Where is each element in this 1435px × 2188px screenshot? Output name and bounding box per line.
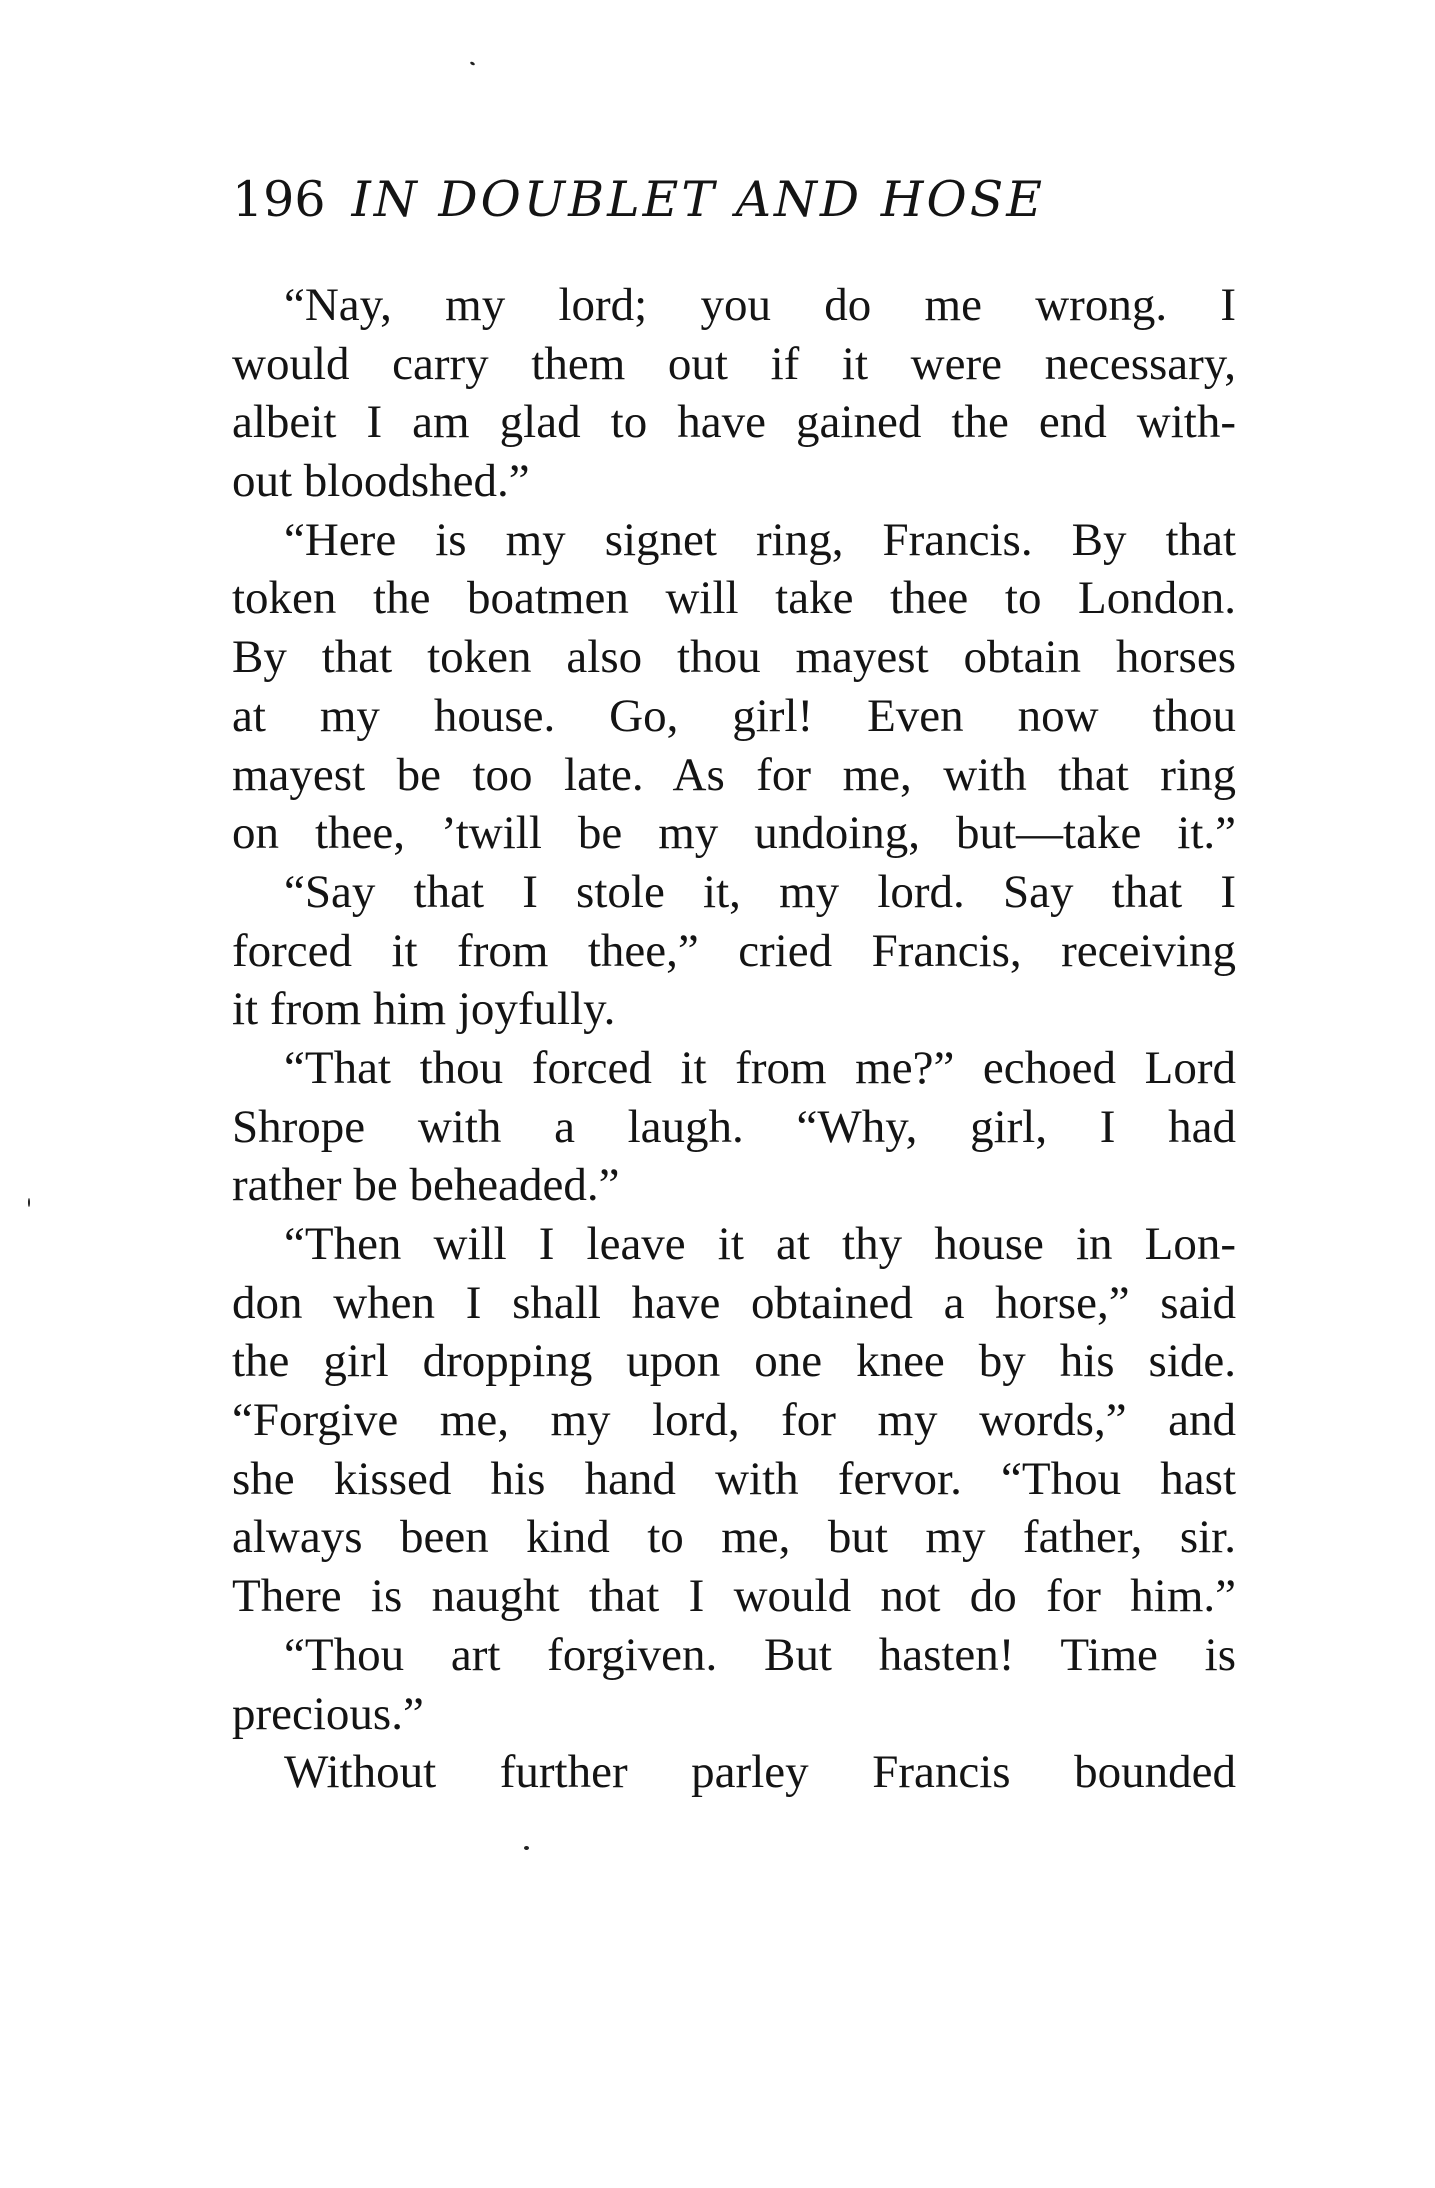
text-line: By that token also thou mayest obtain horses <box>232 631 1236 684</box>
text-line: she kissed his hand with fervor. “Thou hast <box>232 1452 1236 1505</box>
text-line: “Then will I leave it at thy house in Lon- <box>284 1218 1236 1270</box>
text-line: don when I shall have obtained a horse,” said <box>232 1276 1236 1329</box>
text-line: it from him joyfully. <box>232 983 616 1036</box>
body-text <box>232 276 1236 1802</box>
page-header <box>232 170 1045 230</box>
text-line: on thee, ’twill be my undoing, but—take it.” <box>232 807 1236 860</box>
text-line: “Thou art forgiven. But hasten! Time is <box>284 1628 1236 1681</box>
text-line: albeit I am glad to have gained the end with- <box>232 396 1236 449</box>
text-line: at my house. Go, girl! Even now thou <box>232 689 1236 742</box>
text-line: token the boatmen will take thee to London. <box>232 572 1236 625</box>
scan-speck <box>524 1846 529 1850</box>
running-title: IN DOUBLET AND HOSE <box>351 171 1046 228</box>
text-line: There is naught that I would not do for him.” <box>232 1570 1236 1623</box>
text-line: Shrope with a laugh. “Why, girl, I had <box>232 1100 1236 1153</box>
text-line: would carry them out if it were necessary, <box>232 337 1236 390</box>
text-line: “Say that I stole it, my lord. Say that I <box>284 865 1236 918</box>
text-line: the girl dropping upon one knee by his side. <box>232 1335 1236 1388</box>
text-line: always been kind to me, but my father, sir. <box>232 1511 1236 1564</box>
text-line: out bloodshed.” <box>232 455 530 508</box>
scan-speck <box>28 1198 30 1207</box>
scan-speck <box>470 61 476 66</box>
text-line: “That thou forced it from me?” echoed Lord <box>284 1041 1236 1094</box>
text-line: precious.” <box>232 1687 424 1740</box>
text-line: rather be beheaded.” <box>232 1159 620 1212</box>
text-line: forced it from thee,” cried Francis, receiving <box>232 924 1236 977</box>
text-line: mayest be too late. As for me, with that ring <box>232 748 1236 801</box>
text-line: “Nay, my lord; you do me wrong. I <box>284 279 1236 331</box>
text-line: “Here is my signet ring, Francis. By that <box>284 513 1236 566</box>
page-number: 196 <box>232 171 326 228</box>
text-line: Without further parley Francis bounded <box>284 1746 1236 1799</box>
text-line: “Forgive me, my lord, for my words,” and <box>232 1394 1236 1447</box>
